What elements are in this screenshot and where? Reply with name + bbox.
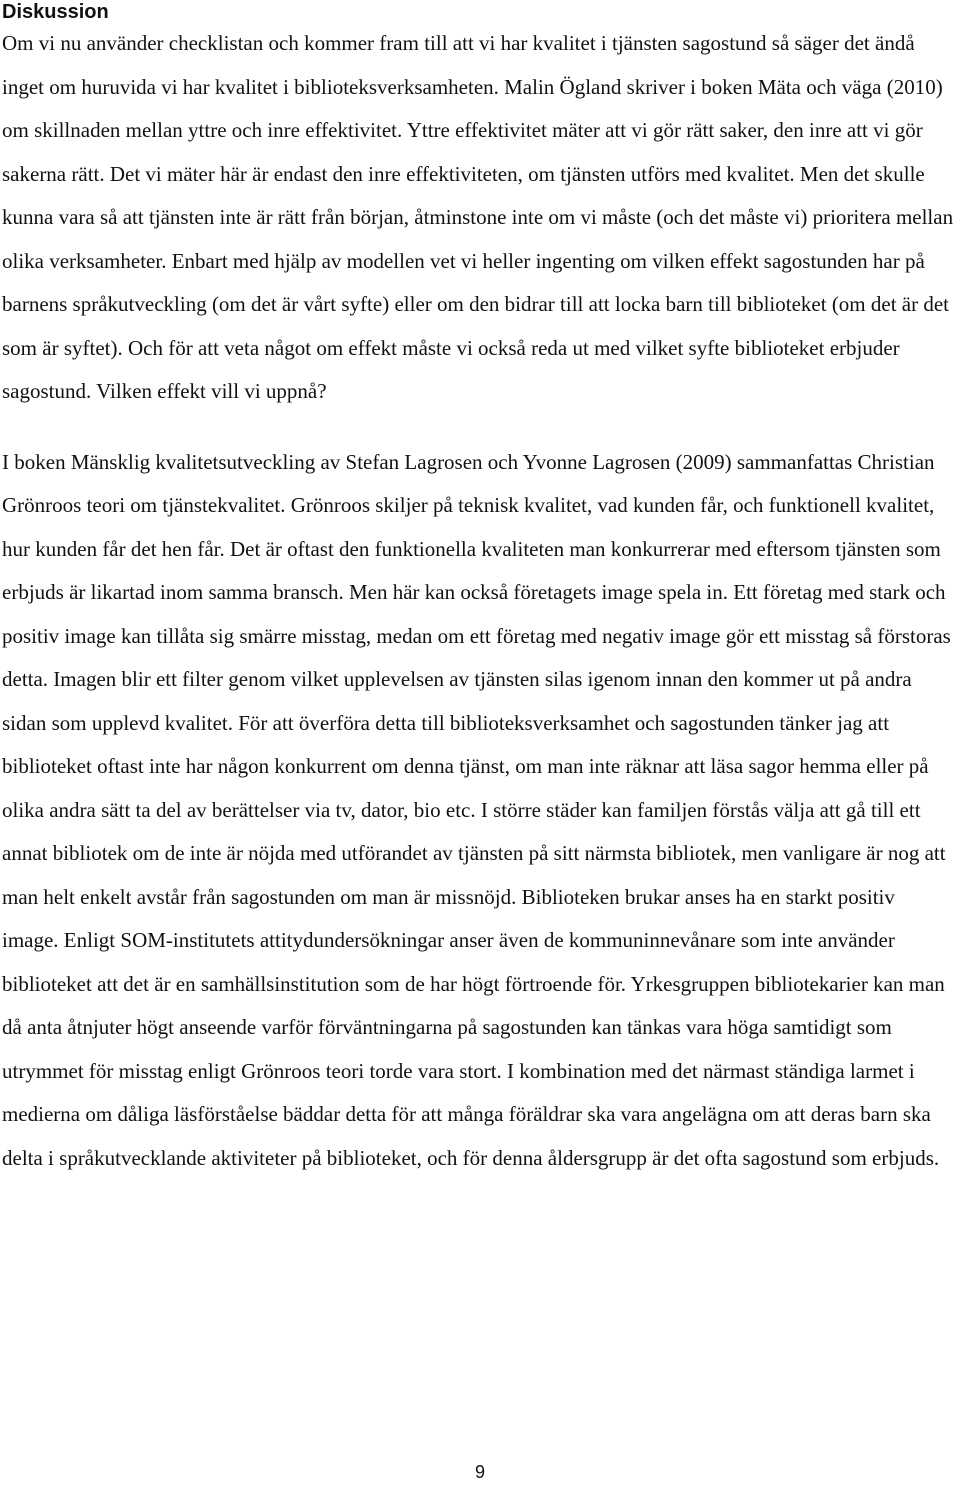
- paragraph-discussion-1: Om vi nu använder checklistan och kommer fram till att vi har kvalitet i tjänsten sagostund så säger det ändå inget om huruvida vi har kvalitet i biblioteksverksamheten. Malin Ögland skriver i boken Mäta och väga (2010) om skillnaden mellan yttre och inre effektivitet. Yttre effektivitet mäter att vi gör rätt saker, den inre att vi gör sakerna rätt. Det vi mäter här är endast den inre effektiviteten, om tjänsten utförs med kvalitet. Men det skulle kunna vara så att tjänsten inte är rätt från början, åtminstone inte om vi måste (och det måste vi) prioritera mellan olika verksamheter. Enbart med hjälp av modellen vet vi heller ingenting om vilken effekt sagostunden har på barnens språkutveckling (om det är vårt syfte) eller om den bidrar till att locka barn till biblioteket (om det är det som är syftet). Och för att veta något om effekt måste vi också reda ut med vilket syfte biblioteket erbjuder sagostund. Vilken effekt vill vi uppnå?: [2, 31, 954, 403]
- paragraph-discussion-2: I boken Mänsklig kvalitetsutveckling av Stefan Lagrosen och Yvonne Lagrosen (2009) sammanfattas Christian Grönroos teori om tjänstekvalitet. Grönroos skiljer på teknisk kvalitet, vad kunden får, och funktionell kvalitet, hur kunden får det hen får. Det är oftast den funktionella kvaliteten man konkurrerar med eftersom tjänsten som erbjuds är likartad inom samma bransch. Men här kan också företagets image spela in. Ett företag med stark och positiv image kan tillåta sig smärre misstag, medan om ett företag med negativ image gör ett misstag så förstoras detta. Imagen blir ett filter genom vilket upplevelsen av tjänsten silas igenom innan den kommer ut på andra sidan som upplevd kvalitet. För att överföra detta till biblioteksverksamhet och sagostunden tänker jag att biblioteket oftast inte har någon konkurrent om denna tjänst, om man inte räknar att läsa sagor hemma eller på olika andra sätt ta del av berättelser via tv, dator, bio etc. I större städer kan familjen förstås välja att gå till ett annat bibliotek om de inte är nöjda med utförandet av tjänsten på sitt närmsta bibliotek, men vanligare är nog att man helt enkelt avstår från sagostunden om man är missnöjd. Biblioteken brukar anses ha en starkt positiv image. Enligt SOM-institutets attitydundersökningar anser även de kommuninnevånare som inte använder biblioteket att det är en samhällsinstitution som de har högt förtroende för. Yrkesgruppen bibliotekarier kan man då anta åtnjuter högt anseende varför förväntningarna på sagostunden kan tänkas vara höga samtidigt som utrymmet för misstag enligt Grönroos teori torde vara stort. I kombination med det närmast ständiga larmet i medierna om dåliga läsförståelse bäddar detta för att många föräldrar ska vara angelägna om att deras barn ska delta i språkutvecklande aktiviteter på biblioteket, och för denna åldersgrupp är det ofta sagostund som erbjuds.: [2, 449, 951, 1170]
- section-heading: Diskussion: [2, 1, 109, 23]
- page-number: 9: [474, 1462, 485, 1482]
